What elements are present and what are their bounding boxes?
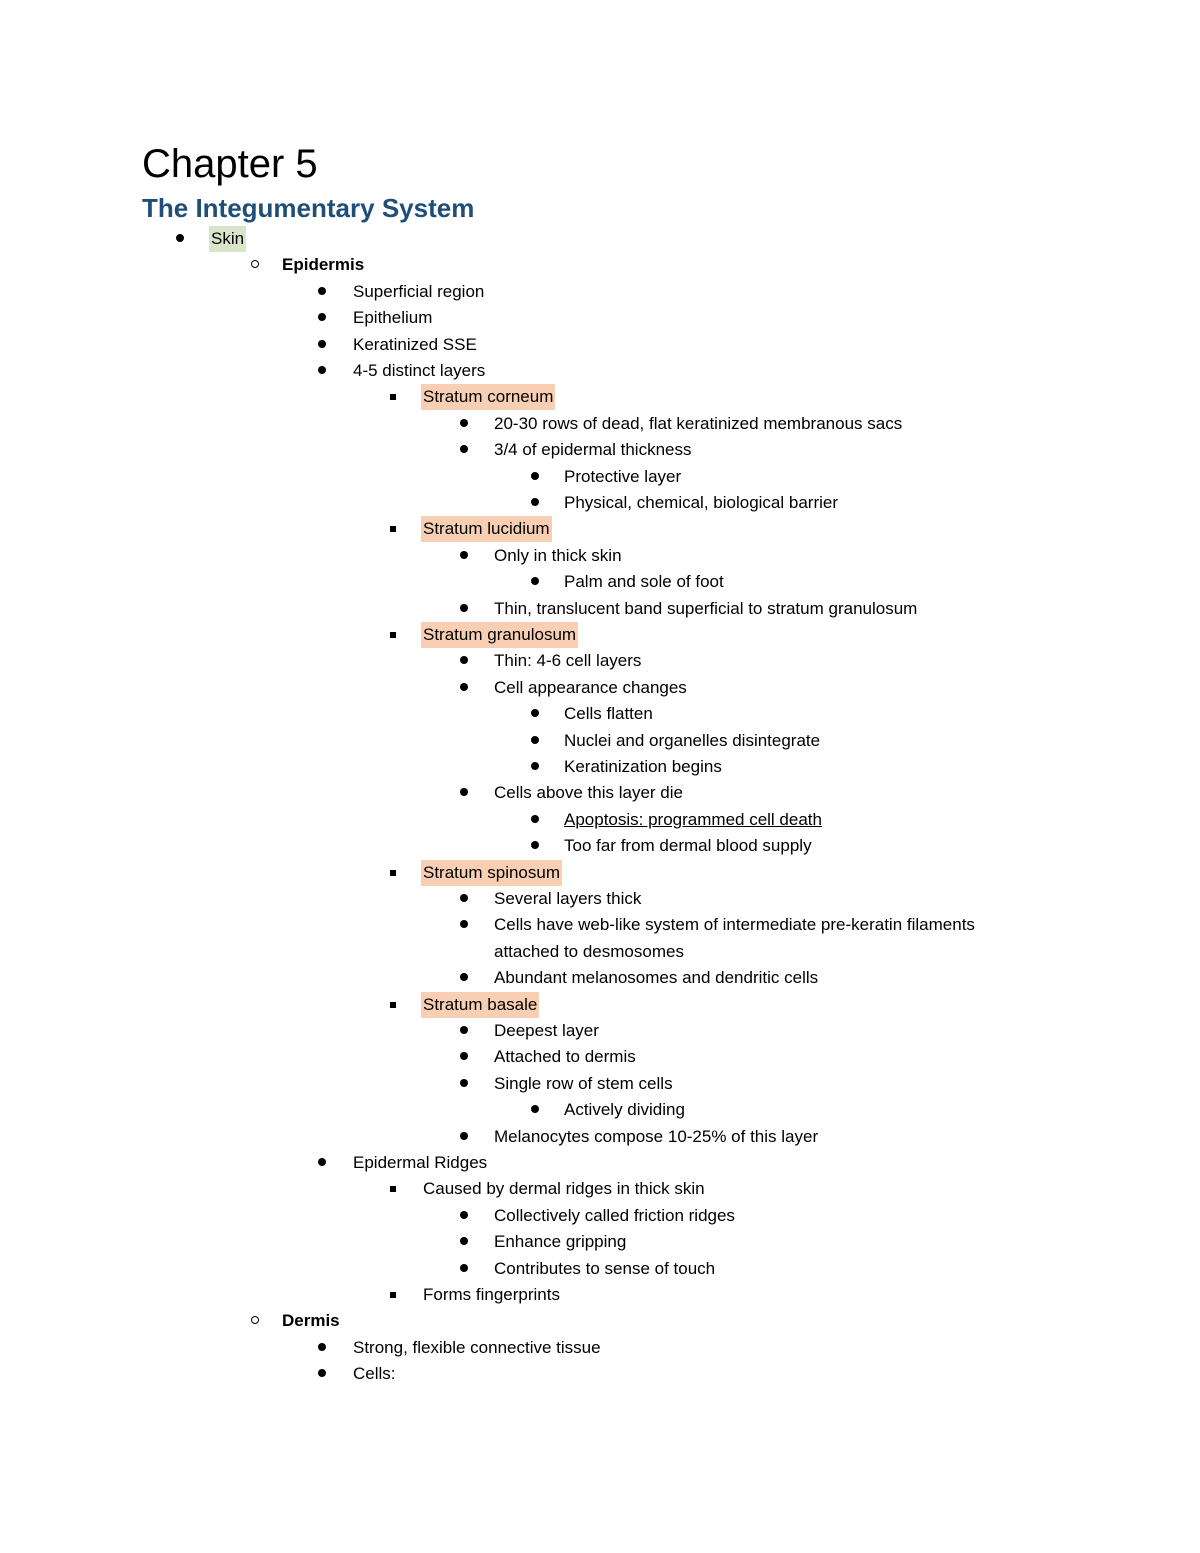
- list-item-text: 20-30 rows of dead, flat keratinized membranous sacs: [494, 414, 903, 433]
- list-item-text: Forms fingerprints: [423, 1285, 560, 1304]
- list-item: [0, 622, 1200, 648]
- list-item-text: Deepest layer: [494, 1021, 599, 1040]
- disc-bullet-icon: [314, 1150, 334, 1176]
- disc-bullet-icon: [456, 886, 476, 912]
- list-item-text: Abundant melanosomes and dendritic cells: [494, 968, 819, 987]
- list-item: [0, 490, 1200, 516]
- list-item-text: Contributes to sense of touch: [494, 1259, 716, 1278]
- circle-bullet-icon: [248, 252, 268, 278]
- list-item-text: Stratum spinosum: [421, 860, 562, 886]
- list-item: [0, 569, 1200, 595]
- list-item: [0, 1308, 1200, 1334]
- list-item-text: Strong, flexible connective tissue: [353, 1338, 601, 1357]
- disc-bullet-icon: [314, 279, 334, 305]
- list-item-text: Stratum granulosum: [421, 622, 578, 648]
- list-item-text: Physical, chemical, biological barrier: [564, 493, 839, 512]
- list-item: [0, 1335, 1200, 1361]
- disc-bullet-icon: [456, 596, 476, 622]
- disc-bullet-icon: [456, 1018, 476, 1044]
- disc-bullet-icon: [527, 1097, 547, 1123]
- list-item-text: Stratum basale: [421, 992, 539, 1018]
- disc-bullet-icon: [314, 1335, 334, 1361]
- square-bullet-icon: [386, 384, 406, 410]
- disc-bullet-icon: [456, 1229, 476, 1255]
- list-item-text: Too far from dermal blood supply: [564, 836, 812, 855]
- list-item: [0, 1124, 1200, 1150]
- square-bullet-icon: [386, 622, 406, 648]
- list-item-text: Cells:: [353, 1364, 396, 1383]
- list-item: [0, 1176, 1200, 1202]
- list-item: [0, 252, 1200, 278]
- square-bullet-icon: [386, 516, 406, 542]
- page-subtitle: The Integumentary System: [142, 193, 475, 223]
- list-item-text: attached to desmosomes: [494, 942, 684, 961]
- square-bullet-icon: [386, 1282, 406, 1308]
- list-item: [0, 411, 1200, 437]
- list-item: [0, 1097, 1200, 1123]
- list-item-text: Epidermal Ridges: [353, 1153, 488, 1172]
- disc-bullet-icon: [314, 1361, 334, 1387]
- disc-bullet-icon: [314, 358, 334, 384]
- disc-bullet-icon: [456, 1203, 476, 1229]
- list-item: [0, 437, 1200, 463]
- list-item-text: Only in thick skin: [494, 546, 622, 565]
- circle-bullet-icon: [248, 1308, 268, 1334]
- list-item: [0, 384, 1200, 410]
- list-item: [0, 1256, 1200, 1282]
- disc-bullet-icon: [456, 1124, 476, 1150]
- list-item-text: Apoptosis: programmed cell death: [564, 810, 822, 829]
- page-title: Chapter 5: [142, 142, 318, 186]
- list-item: [0, 965, 1200, 991]
- list-item: [0, 833, 1200, 859]
- list-item-text: Attached to dermis: [494, 1047, 636, 1066]
- list-item-text: 3/4 of epidermal thickness: [494, 440, 692, 459]
- disc-bullet-icon: [456, 1044, 476, 1070]
- disc-bullet-icon: [456, 965, 476, 991]
- list-item-text: Protective layer: [564, 467, 682, 486]
- list-item: [0, 1361, 1200, 1387]
- list-item-text: 4-5 distinct layers: [353, 361, 486, 380]
- list-item-text: Cell appearance changes: [494, 678, 687, 697]
- list-item: [0, 912, 1200, 938]
- list-item: [0, 992, 1200, 1018]
- list-item-text: Keratinized SSE: [353, 335, 477, 354]
- list-item: [0, 860, 1200, 886]
- list-item: [0, 1282, 1200, 1308]
- disc-bullet-icon: [456, 780, 476, 806]
- disc-bullet-icon: [456, 437, 476, 463]
- list-item-text: Stratum corneum: [421, 384, 555, 410]
- list-item: [0, 886, 1200, 912]
- list-item-text: Thin, translucent band superficial to stratum granulosum: [494, 599, 918, 618]
- list-item-text: Cells above this layer die: [494, 783, 683, 802]
- disc-bullet-icon: [527, 569, 547, 595]
- list-item-text: Thin: 4-6 cell layers: [494, 651, 642, 670]
- list-item: [0, 358, 1200, 384]
- list-item: [0, 1044, 1200, 1070]
- disc-bullet-icon: [527, 754, 547, 780]
- list-item: [0, 1203, 1200, 1229]
- list-item-text: Cells have web-like system of intermediate pre-keratin filaments: [494, 915, 975, 934]
- list-item-text: Skin: [209, 226, 246, 252]
- list-item: [0, 728, 1200, 754]
- list-item: [0, 701, 1200, 727]
- list-item-text: Several layers thick: [494, 889, 642, 908]
- list-item: [0, 1150, 1200, 1176]
- list-item-text: Melanocytes compose 10-25% of this layer: [494, 1127, 819, 1146]
- list-item: [0, 780, 1200, 806]
- list-item: [0, 648, 1200, 674]
- list-item: [0, 596, 1200, 622]
- disc-bullet-icon: [456, 411, 476, 437]
- list-item-text: Epidermis: [282, 255, 365, 274]
- list-item-text: Superficial region: [353, 282, 485, 301]
- square-bullet-icon: [386, 860, 406, 886]
- list-item-text: Collectively called friction ridges: [494, 1206, 735, 1225]
- list-item: [0, 305, 1200, 331]
- disc-bullet-icon: [456, 543, 476, 569]
- list-item-text: Enhance gripping: [494, 1232, 627, 1251]
- list-item-text: Palm and sole of foot: [564, 572, 724, 591]
- list-item: [0, 939, 1200, 965]
- list-item-text: Stratum lucidium: [421, 516, 552, 542]
- disc-bullet-icon: [456, 648, 476, 674]
- disc-bullet-icon: [527, 490, 547, 516]
- list-item: [0, 226, 1200, 252]
- list-item-text: Caused by dermal ridges in thick skin: [423, 1179, 705, 1198]
- list-item: [0, 675, 1200, 701]
- disc-bullet-icon: [527, 807, 547, 833]
- list-item-text: Single row of stem cells: [494, 1074, 673, 1093]
- square-bullet-icon: [386, 992, 406, 1018]
- list-item: [0, 1018, 1200, 1044]
- list-item: [0, 1071, 1200, 1097]
- list-item: [0, 332, 1200, 358]
- disc-bullet-icon: [527, 728, 547, 754]
- list-item: [0, 1229, 1200, 1255]
- list-item: [0, 516, 1200, 542]
- list-item-text: Nuclei and organelles disintegrate: [564, 731, 821, 750]
- list-item-text: Dermis: [282, 1311, 340, 1330]
- square-bullet-icon: [386, 1176, 406, 1202]
- disc-bullet-icon: [456, 1256, 476, 1282]
- list-item-text: Epithelium: [353, 308, 433, 327]
- list-item-text: Actively dividing: [564, 1100, 685, 1119]
- list-item: [0, 464, 1200, 490]
- list-item: [0, 543, 1200, 569]
- disc-bullet-icon: [527, 833, 547, 859]
- list-item: [0, 754, 1200, 780]
- list-item-text: Cells flatten: [564, 704, 653, 723]
- list-item-text: Keratinization begins: [564, 757, 722, 776]
- list-item: [0, 279, 1200, 305]
- disc-bullet-icon: [456, 1071, 476, 1097]
- disc-bullet-icon: [456, 675, 476, 701]
- list-item: [0, 807, 1200, 833]
- disc-bullet-icon: [314, 332, 334, 358]
- disc-bullet-icon: [172, 226, 192, 252]
- disc-bullet-icon: [527, 701, 547, 727]
- disc-bullet-icon: [456, 912, 476, 938]
- disc-bullet-icon: [527, 464, 547, 490]
- disc-bullet-icon: [314, 305, 334, 331]
